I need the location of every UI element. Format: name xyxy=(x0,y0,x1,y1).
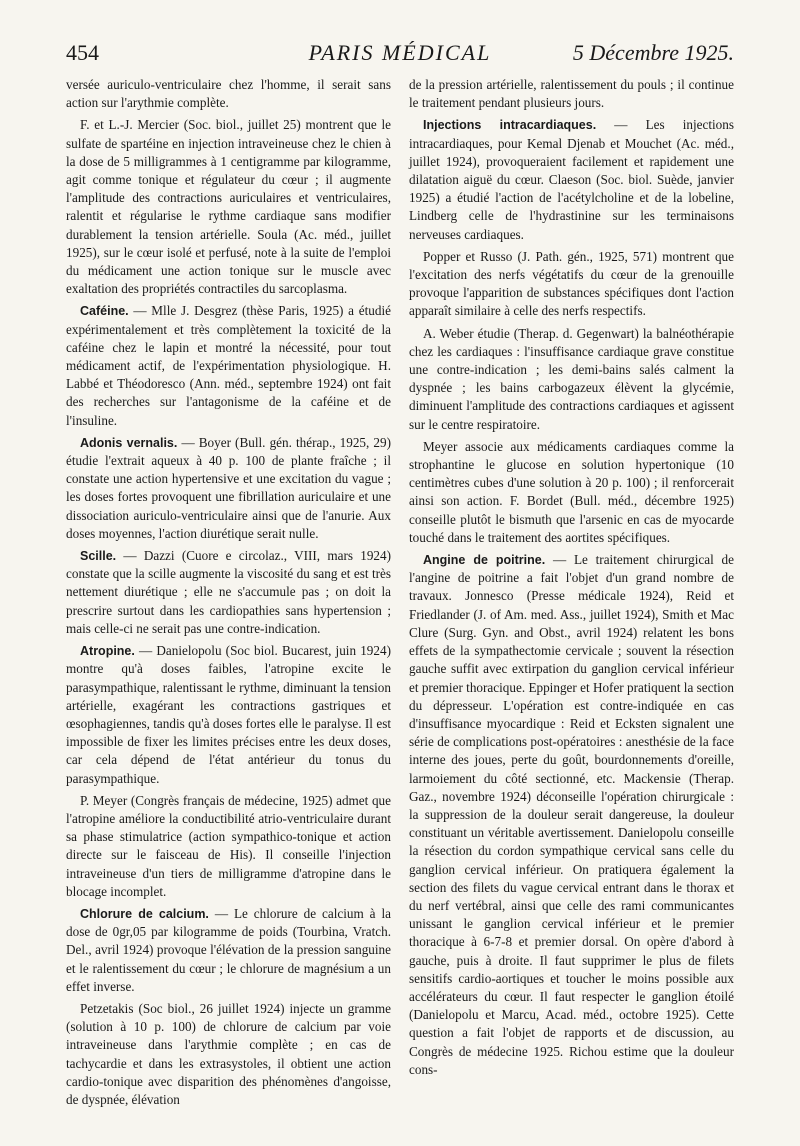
paragraph-keyword: Scille. xyxy=(80,549,117,564)
paragraph-text: Meyer associe aux médicaments cardiaques comme la strophantine le glucose en solution hypertonique (10 centimètres cubes d'une solution à 20 p. 100) ; il renforcerait ainsi son action. F. Bordet (Bull. méd., décembre 1925) conseille plutôt le bismuth que l'arsenic en cas de myocarde touché dans le traitement des aortites spécifiques. xyxy=(409,438,734,545)
paragraph-text: — Mlle J. Desgrez (thèse Paris, 1925) a étudié expérimentalement et très complètement la toxicité de la caféine chez le lapin et montré la nécessité, pour tout médicament actif, de l'expérimentation physiologique. H. Labbé et Théodoresco (Ann. méd., septembre 1924) ont fait des recherches sur l'antagonisme de la caféine et de l'insuline. xyxy=(66,303,391,428)
paragraph xyxy=(66,547,391,638)
paragraph xyxy=(409,248,734,321)
paragraph-text: versée auriculo-ventriculaire chez l'homme, il serait sans action sur l'arythmie complète. xyxy=(66,77,391,111)
paragraph xyxy=(66,434,391,543)
paragraph xyxy=(409,551,734,1079)
paragraph-text: — Le chlorure de calcium à la dose de 0gr,05 par kilogramme de poids (Tourbina, Vratch. Del., avril 1924) provoque l'élévation de la pression sanguine et le ralentissement du cœur ; le chlorure de magnésium a un effet inverse. xyxy=(66,905,391,994)
paragraph xyxy=(409,325,734,434)
paragraph xyxy=(66,905,391,996)
paragraph-keyword: Chlorure de calcium. xyxy=(80,906,209,921)
paragraph-keyword: Angine de poitrine. xyxy=(423,553,546,568)
left-column xyxy=(66,76,391,1113)
paragraph xyxy=(66,116,391,298)
paragraph-text: — Boyer (Bull. gén. thérap., 1925, 29) étudie l'extrait aqueux à 40 p. 100 de plante fraîche ; il constate une action hypertensive et une excitation du vague ; les doses fortes provoquent une fibrillation auriculaire et une dissociation auriculo-ventriculaire ainsi que de l'anurie. Aux doses moyennes, l'action diurétique serait nulle. xyxy=(66,434,391,541)
paragraph-text: — Danielopolu (Soc biol. Bucarest, juin 1924) montre qu'à doses faibles, l'atropine excite le parasympathique, ralentissant le rythme, diminuant la tension artérielle, exagérant les contractions gastriques et œsophagiennes, tandis qu'à doses fortes elle le paralyse. Il est impossible de fixer les limites précises entre les deux doses, car cela dépend de l'état antérieur du tonus du parasympathique. xyxy=(66,643,391,786)
paragraph-text: Petzetakis (Soc biol., 26 juillet 1924) injecte un gramme (solution à 10 p. 100) de chlorure de calcium par voie intraveineuse dans l'arythmie complète ; en cas de tachycardie et dans les extrasystoles, il obtient une action cardio-tonique avec disparition des phénomènes d'angoisse, de dyspnée, élévation xyxy=(66,1000,391,1107)
paragraph xyxy=(66,302,391,429)
paragraph-text: — Les injections intracardiaques, pour Kemal Djenab et Mouchet (Ac. méd., juillet 1924), provoqueraient facilement et rapidement une dilatation aiguë du cœur. Claeson (Soc. biol. Suède, janvier 1925) a étudié l'action de l'acétylcholine et de la lobeline, Lindberg celle de l'hydrastinine sur les terminaisons nerveuses cardiaques. xyxy=(409,117,734,242)
paragraph-text: A. Weber étudie (Therap. d. Gegenwart) la balnéothérapie chez les cardiaques : l'insuffisance cardiaque grave constitue une contre-indication ; les demi-bains salés calment la dyspnée ; les bains carbogazeux élèvent la glycémie, diminuent l'amplitude des contractions cardiaques et agissent sur le centre respiratoire. xyxy=(409,325,734,432)
paragraph-text: F. et L.-J. Mercier (Soc. biol., juillet 25) montrent que le sulfate de spartéine en injection intraveineuse chez le chien à la dose de 5 milligrammes à 1 centigramme par kilogramme, agit comme tonique et régulateur du cœur ; il augmente l'amplitude des contractions auriculaires et ventriculaires, ralentit et régularise le rythme cardiaque sans modifier durablement la tension artérielle. Soula (Ac. méd., juillet 1925), sur le cœur isolé et perfusé, note à la suite de l'emploi du médicament une action tonique sur le muscle avec exaltation des propriétés contractiles du sarcoplasma. xyxy=(66,117,391,297)
paragraph xyxy=(66,76,391,112)
paragraph xyxy=(409,116,734,243)
paragraph-keyword: Atropine. xyxy=(80,644,135,659)
paragraph-keyword: Adonis vernalis. xyxy=(80,435,178,450)
page-header xyxy=(66,40,734,70)
paragraph-keyword: Injections intracardiaques. xyxy=(423,118,597,133)
paragraph-text: P. Meyer (Congrès français de médecine, 1925) admet que l'atropine améliore la conductibilité atrio-ventriculaire durant sa phase stimulatrice (action sympathico-tonique et action directe sur le faisceau de His). Il conseille l'injection intraveineuse d'un tiers de milligramme d'atropine dans le blocage incomplet. xyxy=(66,792,391,899)
paragraph-text: Popper et Russo (J. Path. gén., 1925, 571) montrent que l'excitation des nerfs végétatifs du cœur de la grenouille provoque l'apparition de substances spécifiques dont l'action apparaît similaire à celle des nerfs respectifs. xyxy=(409,248,734,319)
page-number: 454 xyxy=(66,40,99,65)
paragraph xyxy=(409,438,734,547)
paragraph-text: — Dazzi (Cuore e circolaz., VIII, mars 1924) constate que la scille augmente la viscosité du sang et est très nettement diurétique ; elle ne s'accumule pas ; on doit la prescrire surtout dans les cardiopathies sans hypertension ; mais celle-ci ne serait pas une contre-indication. xyxy=(66,548,391,636)
paragraph xyxy=(66,642,391,788)
paragraph xyxy=(409,76,734,112)
paragraph xyxy=(66,792,391,901)
paragraph-text: de la pression artérielle, ralentissement du pouls ; il continue le traitement pendant plusieurs jours. xyxy=(409,77,734,111)
paragraph-text: — Le traitement chirurgical de l'angine de poitrine a fait l'objet d'un grand nombre de travaux. Jonnesco (Presse médicale 1924), Reid et Friedlander (J. of Am. med. Ass., juillet 1924), Smith et Mac Clure (Surg. Gyn. and Obst., avril 1924) relatent les bons effets de la sympathectomie cervicale ; souvent la résection gauche suffit avec extirpation du ganglion cervical inférieur et premier thoracique. Eppinger et Hofer pratiquent la section du dépresseur. L'opération est contre-indiquée en cas d'insuffisance myocardique : Reid et Ecksten signalent une série de complications post-opératoires : anesthésie de la face interne des joues, perte du goût, bourdonnements d'oreille, larmoiement du côté sectionné, etc. Mackensie (Therap. Gaz., novembre 1924) déconseille l'opération chirurgicale : la suppression de la douleur serait dangereuse, la douleur constituant un véritable avertissement. Danielopolu conseille la résection du cordon sympathique cervical sans celle du ganglion cervical inférieur. On pratiquera également la section des filets du vague cervical entrant dans le thorax et du nerf vertébral, ainsi que celle des rami communicantes unissant le ganglion cervical inférieur et le premier thoracique à 6-7-8 et premier dorsal. On opère d'abord à gauche, puis à droite. Il faut supprimer le plus de filets sensitifs cardio-aortiques et toucher le moins possible aux accélérateurs du cœur. Il faut respecter le ganglion étoilé (Danielopolu et Marcu, Acad. méd., octobre 1925). Cette question a fait l'objet de rapports et de discussion, au Congrès de médecine 1925. Richou estime que la douleur cons- xyxy=(409,552,734,1077)
journal-title: PARIS MÉDICAL xyxy=(308,40,492,65)
paragraph-keyword: Caféine. xyxy=(80,304,129,319)
right-column xyxy=(409,76,734,1083)
issue-date: 5 Décembre 1925. xyxy=(572,40,734,65)
paragraph xyxy=(66,1000,391,1109)
